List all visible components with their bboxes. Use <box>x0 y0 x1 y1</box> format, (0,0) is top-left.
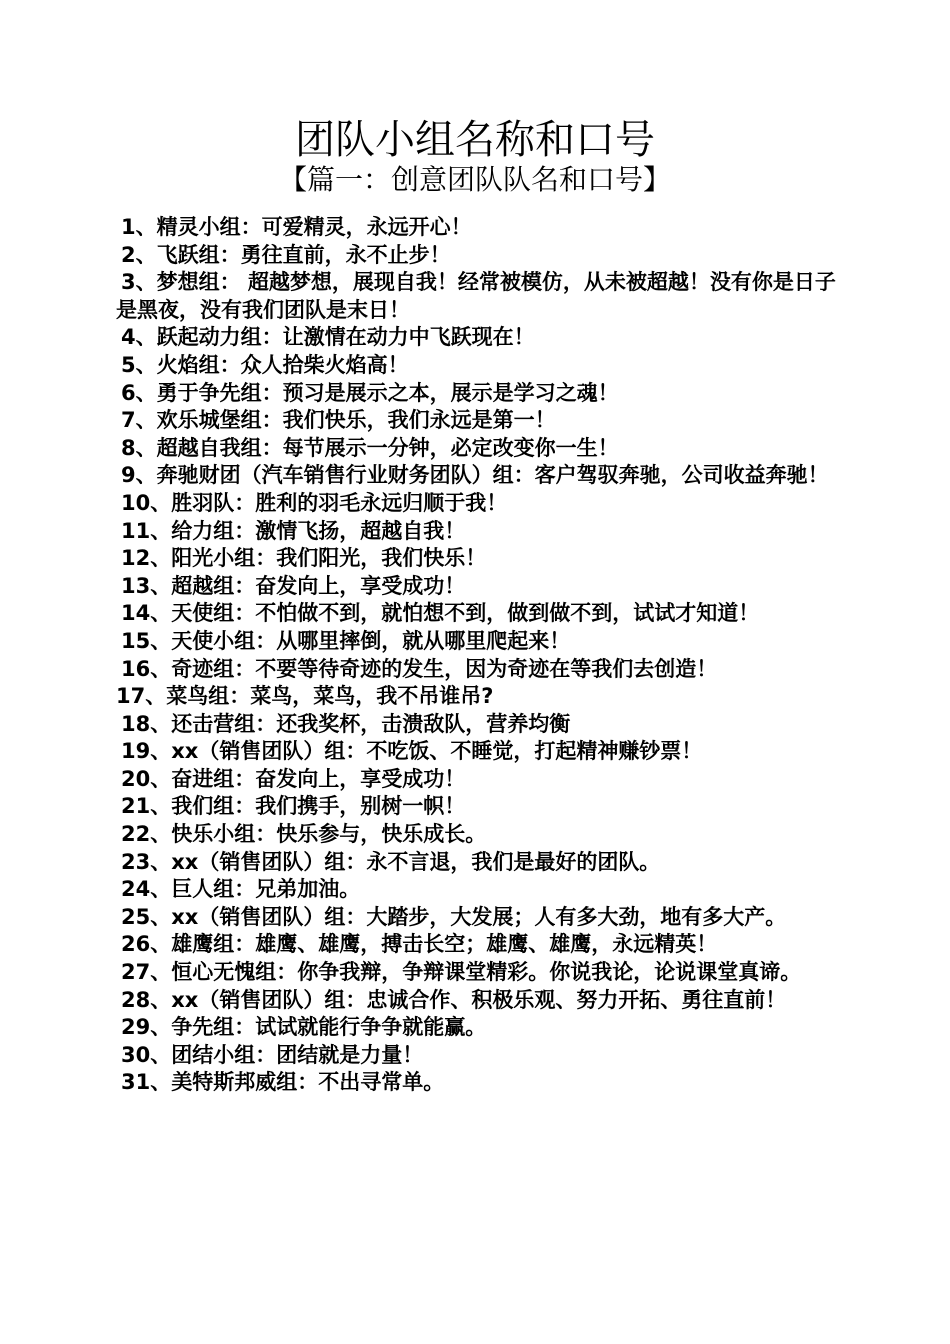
slogan-item: 4、跃起动力组：让激情在动力中飞跃现在！ <box>121 325 535 350</box>
slogan-item: 26、雄鹰组：雄鹰、雄鹰，搏击长空；雄鹰、雄鹰，永远精英！ <box>121 932 718 957</box>
slogan-item: 21、我们组：我们携手，别树一帜！ <box>121 794 466 819</box>
slogan-item: 15、天使小组：从哪里摔倒，就从哪里爬起来！ <box>121 628 571 653</box>
slogan-item: 30、团结小组：团结就是力量！ <box>121 1042 424 1067</box>
slogan-item: 20、奋进组：奋发向上，享受成功！ <box>121 766 466 791</box>
slogan-list <box>116 214 838 1097</box>
slogan-item: 29、争先组：试试就能行争争就能赢。 <box>121 1015 487 1040</box>
slogan-item: 19、xx（销售团队）组：不吃饭、不睡觉，打起精神赚钞票！ <box>121 739 703 764</box>
slogan-item: 11、给力组：激情飞扬，超越自我！ <box>121 518 466 543</box>
slogan-item: 31、美特斯邦威组：不出寻常单。 <box>121 1070 445 1095</box>
slogan-item: 3、梦想组： 超越梦想，展现自我！经常被模仿，从未被超越！没有你是日子是黑夜，没有我们团队是末日！ <box>116 270 836 322</box>
slogan-item: 24、巨人组：兄弟加油。 <box>121 877 361 902</box>
slogan-item: 14、天使组：不怕做不到，就怕想不到，做到做不到，试试才知道！ <box>121 601 760 626</box>
slogan-item: 18、还击营组：还我奖杯，击溃敌队，营养均衡 <box>121 711 571 736</box>
slogan-item: 27、恒心无愧组：你争我辩，争辩课堂精彩。你说我论，论说课堂真谛。 <box>121 960 802 985</box>
slogan-item: 22、快乐小组：快乐参与，快乐成长。 <box>121 822 487 847</box>
document-title: 团队小组名称和口号 <box>295 117 655 163</box>
slogan-item: 7、欢乐城堡组：我们快乐，我们永远是第一！ <box>121 408 556 433</box>
slogan-item: 23、xx（销售团队）组：永不言退，我们是最好的团队。 <box>121 849 661 874</box>
slogan-item: 25、xx（销售团队）组：大踏步，大发展；人有多大劲，地有多大产。 <box>121 904 787 929</box>
slogan-item: 16、奇迹组：不要等待奇迹的发生，因为奇迹在等我们去创造！ <box>121 656 718 681</box>
slogan-item: 6、勇于争先组：预习是展示之本，展示是学习之魂！ <box>121 380 619 405</box>
slogan-item: 5、火焰组：众人拾柴火焰高！ <box>121 352 409 377</box>
slogan-item: 8、超越自我组：每节展示一分钟，必定改变你一生！ <box>121 435 619 460</box>
slogan-item: 28、xx（销售团队）组：忠诚合作、积极乐观、努力开拓、勇往直前！ <box>121 987 787 1012</box>
slogan-item: 13、超越组：奋发向上，享受成功！ <box>121 573 466 598</box>
document-subtitle: 【篇一：创意团队队名和口号】 <box>278 163 671 196</box>
slogan-item: 17、菜鸟组：菜鸟，菜鸟，我不吊谁吊? <box>116 684 494 709</box>
slogan-item: 12、阳光小组：我们阳光，我们快乐！ <box>121 546 487 571</box>
slogan-item: 9、奔驰财团（汽车销售行业财务团队）组：客户驾驭奔驰，公司收益奔驰！ <box>121 463 829 488</box>
slogan-item: 2、飞跃组：勇往直前，永不止步！ <box>121 242 451 267</box>
slogan-item: 10、胜羽队：胜利的羽毛永远归顺于我！ <box>121 490 508 515</box>
slogan-item: 1、精灵小组：可爱精灵，永远开心！ <box>121 215 472 239</box>
